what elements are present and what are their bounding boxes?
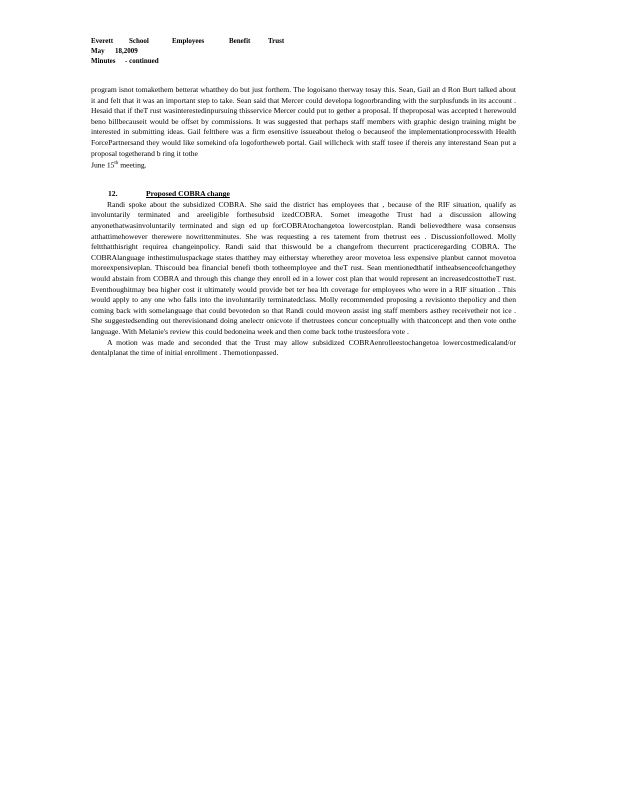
- minutes-body: [91, 85, 516, 359]
- meeting-date: June 15: [91, 160, 115, 170]
- section-number: 12.: [108, 189, 118, 199]
- paragraph-motion: [91, 338, 516, 359]
- paragraph-logo-discussion: [91, 85, 516, 171]
- paragraph-text: program isnot tomakethem betterat whatthey do but just forthem. The logoisano therway tosay this. Sean, Gail an d Ron Burt talked about it and felt that it was an important step to take. Sean said that Mercer could developa logoorbranding with the surplusfunds in its account . Hesaid that if theT rust wasinterestedinpursuing thisservice Mercer could put to gether a proposal. If theproposal was accepted t herewould beno billbecauseit would be offset by commissions. It was suggested that perhaps staff members with graphic design training might be interested in submitting ideas. Gail feltthere was a firm esensitive issueabout thelog o becauseof the implementationprocesswith Health ForcePartnersand they would like somekind ofa logofortheweb portal. Gail willcheck with staff tosee if thereis any interestand Sean put a proposal togetherand b ring it tothe: [91, 85, 516, 158]
- header-minutes: Minutes: [91, 57, 116, 65]
- header-date-line: [91, 46, 284, 56]
- paragraph-cobra-discussion: [91, 200, 516, 338]
- header-word: Employees: [172, 37, 205, 45]
- date-ordinal: th: [114, 161, 119, 167]
- paragraph-text: A motion was made and seconded that the Trust may allow subsidized COBRAenrolleestochangetoa lowercostmedicaland/or dentalplanat the time of initial enrollment . Themotionpassed.: [91, 337, 516, 358]
- paragraph-text: Randi spoke about the subsidized COBRA. She said the district has employees that , because of the RIF situation, qualify as involuntarily terminated and areeligible forthesubsid izedCOBRA. Somet imeagothe Trust had a discussion allowing anyonethatwasinvoluntarily terminated and sign ed up forCOBRAtochangetoa lowercostplan. Randi believedthere wasa consensus atthattimehowever therewere nowrittenminutes. She was requesting a res tatement from thetrust ees . Discussionfollowed. Molly feltthatthisright requirea changeinpolicy. Randi said that thiswould be a changefrom thecurrent practiceregarding COBRA. The COBRAlanguage inthestimuluspackage states thatthey may eitherstay wherethey areor movetoa less expensive planbut cannot movetoa moreexpensiveplan. Thiscould bea financial benefi tboth totheemployee and theT rust. Sean mentionedthatif intheabsenceofchangethey would abstain from COBRA and through this change they enroll ed in a lower cost plan that would represent an increasedcosttotheT rust. Eventhoughitmay bea higher cost it ultimately would provide bet ter hea lth coverage for employees who were in a RIF situation . This would apply to any one who falls into the involuntarily terminatedclass. Molly recommended proposing a revisionto thepolicy and then coming back with somelanguage that could bevotedon so that Randi could moveon assist ing staff members asthey receivetheir not ice . She suggestedsending out therevisionand doing anelectr onicvote if thetrustees concur conceptually with thatconcept and then vote onthe language. With Melanie's review this could bedoneina week and then come back tothe trusteesfora vote .: [91, 199, 516, 336]
- section-title: Proposed COBRA change: [146, 189, 230, 199]
- section-heading: [108, 189, 516, 200]
- header-continued: - continued: [125, 57, 159, 65]
- header-title-line: [91, 36, 284, 46]
- header-month: May: [91, 47, 105, 55]
- header-date: 18,2009: [115, 47, 138, 55]
- header-word: School: [129, 37, 149, 45]
- header-continued-line: [91, 56, 284, 66]
- header-word: Benefit: [229, 37, 251, 45]
- header-word: Everett: [91, 37, 114, 45]
- header-word: Trust: [268, 37, 285, 45]
- minutes-header: [91, 36, 284, 66]
- paragraph-text: meeting.: [120, 160, 147, 170]
